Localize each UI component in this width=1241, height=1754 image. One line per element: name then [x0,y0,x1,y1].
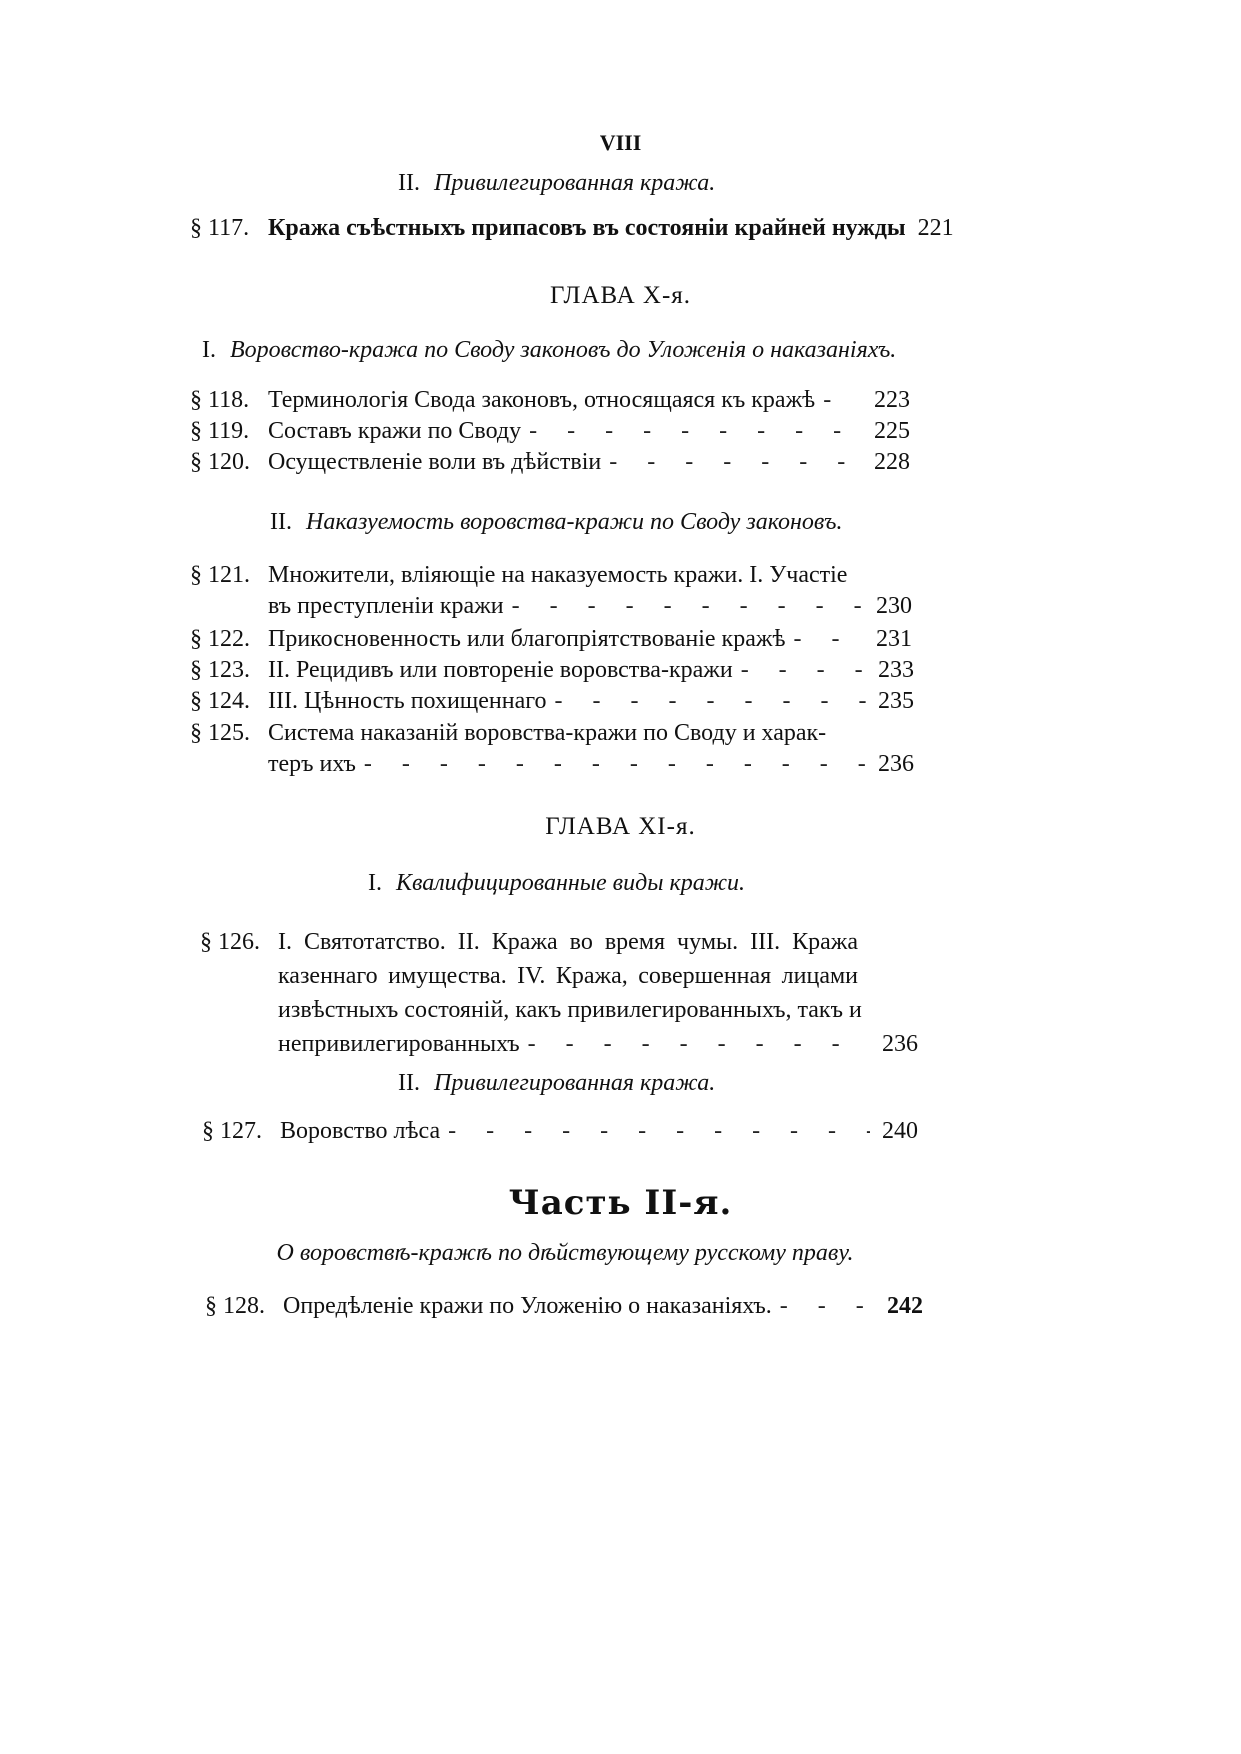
toc-entry-118[interactable] [190,387,910,414]
page-ref: 221 [917,215,954,241]
part-subheading: О воровствѣ-кражѣ по дѣйствующему русскому праву. [276,1240,854,1266]
leader-dots [815,387,862,414]
leader-dots [440,1118,870,1145]
entry-line [190,751,914,778]
leader-dots [547,688,866,715]
part-heading-2: Часть II-я. [508,1183,733,1223]
leader-dots [520,1027,870,1061]
toc-entry-128[interactable] [205,1293,923,1320]
toc-entry-123[interactable] [190,657,914,684]
page-ref: 230 [876,593,912,619]
entry-title: Множители, вліяющіе на наказуемость кражи. I. Участіе [268,562,848,588]
leader-dots [356,751,866,778]
chapter-heading-11: ГЛАВА XI-я. [545,813,696,840]
entry-line [190,562,912,589]
section-number: § 123. [190,657,250,683]
page-ref: 236 [878,751,914,777]
subheading-number: II. [398,170,420,196]
entry-title-continued: въ преступленіи кражи [268,593,504,619]
subheading-privileged-theft-2 [398,1070,715,1097]
subheading-punishability [270,509,842,536]
leader-dots [733,657,866,684]
entry-line [190,720,914,747]
toc-entry-125[interactable] [190,720,914,778]
entry-title: Опредѣленіе кражи по Уложенію о наказаніяхъ. [283,1293,772,1319]
section-number: § 128. [205,1293,265,1319]
entry-line [190,593,912,620]
subheading-title: Привилегированная кража. [433,1070,716,1096]
toc-entry-117[interactable] [190,215,954,242]
section-number: § 122. [190,626,250,652]
toc-entry-119[interactable] [190,418,910,445]
page-number: VIII [599,130,642,155]
section-number: § 126. [200,929,260,955]
entry-title: Осуществленіе воли въ дѣйствіи [268,449,602,475]
subheading-theft-by-code [202,337,896,364]
subheading-title: Квалифицированные виды кражи. [396,870,746,896]
entry-title: I. Святотатство. II. Кража во время чумы. III. Кража [278,929,858,955]
subheading-number: II. [270,509,292,535]
entry-title: Кража съѣстныхъ припасовъ въ состояніи крайней нужды [268,215,906,241]
subheading-number: II. [398,1070,420,1096]
leader-dots [504,593,864,620]
toc-entry-121[interactable] [190,562,912,620]
leader-dots [785,626,864,653]
entry-title: Терминологія Свода законовъ, относящаяся къ кражѣ [268,387,816,413]
page-ref: 240 [882,1118,918,1144]
toc-entry-122[interactable] [190,626,912,653]
page-ref: 223 [874,387,910,413]
page-ref: 236 [882,1031,918,1057]
subheading-title: Воровство-кража по Своду законовъ до Уложенія о наказаніяхъ. [230,337,897,363]
section-number: § 117. [190,215,250,241]
entry-title: II. Рецидивъ или повтореніе воровства-кражи [268,657,733,683]
page-ref: 231 [876,626,912,652]
leader-dots [772,1293,875,1320]
page-ref: 228 [874,449,910,475]
toc-entry-124[interactable] [190,688,914,715]
section-number: § 124. [190,688,250,714]
section-number: § 118. [190,387,250,413]
page-ref: 233 [878,657,914,683]
subheading-qualified-theft [368,870,745,897]
entry-title: Система наказаній воровства-кражи по Своду и харак- [268,720,827,746]
subheading-number: I. [202,337,216,363]
leader-dots [601,449,862,476]
section-number: § 127. [202,1118,262,1144]
subheading-number: I. [368,870,382,896]
entry-line [200,925,918,959]
entry-title: Воровство лѣса [280,1118,441,1144]
section-number: § 120. [190,449,250,475]
entry-title: Составъ кражи по Своду [268,418,522,444]
entry-title-continued: казеннаго имущества. IV. Кража, совершенная лицами [278,963,858,989]
leader-dots [521,418,862,445]
page-ref: 235 [878,688,914,714]
entry-title-continued: теръ ихъ [268,751,356,777]
subheading-privileged-theft [398,170,715,197]
entry-title-continued: непривилегированныхъ [278,1031,520,1057]
page-ref: 225 [874,418,910,444]
entry-line [200,1027,918,1061]
section-number: § 119. [190,418,250,444]
section-number: § 121. [190,562,250,588]
subheading-title: Наказуемость воровства-кражи по Своду законовъ. [305,509,843,535]
toc-entry-127[interactable] [202,1118,918,1145]
toc-entry-126[interactable] [200,925,918,1061]
subheading-title: Привилегированная кража. [433,170,716,196]
section-number: § 125. [190,720,250,746]
page-ref: 242 [887,1293,923,1319]
chapter-heading-10: ГЛАВА X-я. [549,282,692,309]
toc-entry-120[interactable] [190,449,910,476]
entry-title-continued: извѣстныхъ состояній, какъ привилегированныхъ, такъ и [278,997,862,1023]
entry-title: III. Цѣнность похищеннаго [268,688,547,714]
entry-title: Прикосновенность или благопріятствованіе кражѣ [268,626,786,652]
